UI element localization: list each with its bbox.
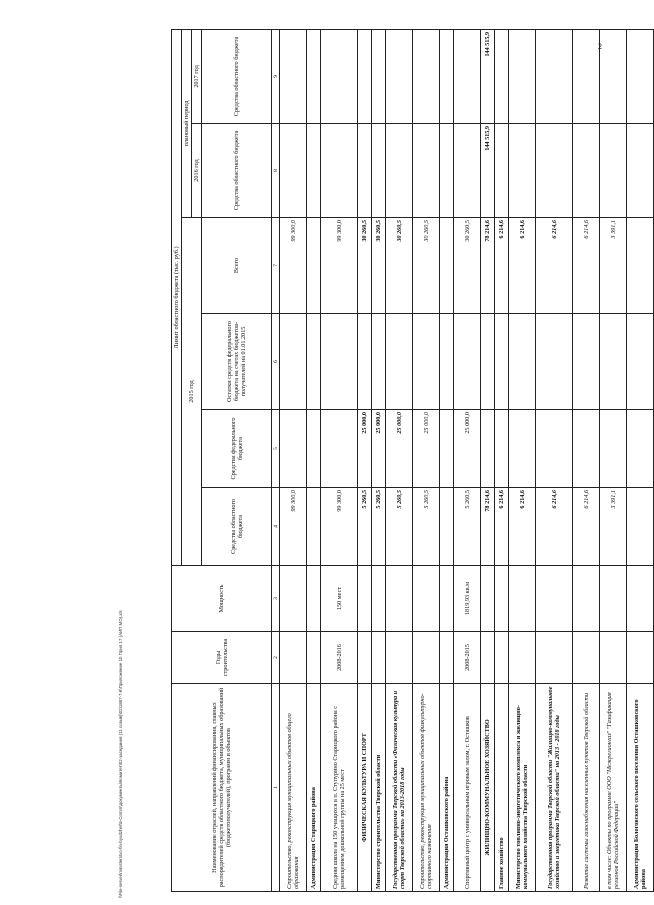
row-federal-cell: 25 000,0: [413, 410, 440, 488]
table-row: [413, 29, 440, 891]
row-total-cell: 30 260,5: [372, 218, 386, 314]
row-name-cell: Администрация Бологовского сельского поселения Осташковского района: [627, 684, 654, 892]
row-name-cell: Спортивный центр с универсальным игровым залом, г. Осташков: [454, 684, 481, 892]
header-total: Всего: [202, 218, 272, 314]
row-capacity-cell: [280, 566, 307, 632]
header-planning-period: плановый период: [182, 29, 192, 217]
row-name-cell: Администрация Старицкого района: [307, 684, 321, 892]
row-regional-cell: 6 214,6: [536, 488, 573, 566]
row-remains-cell: [280, 314, 307, 410]
row-2017-cell: [358, 29, 372, 123]
file-path-footer: \\File-server\ministerstvo-fin-byudzhet\5-Comm\документы\Комитет\02-заседания (11 созыв)\02\1887-7-8\Приложение 10 Прил 17 (АИП МО).xls: [118, 610, 123, 898]
row-total-cell: 6 214,6: [536, 218, 573, 314]
row-2016-cell: [372, 124, 386, 218]
row-federal-cell: [495, 410, 509, 488]
row-federal-cell: [280, 410, 307, 488]
row-remains-cell: [372, 314, 386, 410]
row-remains-cell: [600, 314, 627, 410]
row-regional-cell: [307, 488, 321, 566]
row-federal-cell: [307, 410, 321, 488]
row-regional-cell: 78 214,6: [481, 488, 495, 566]
row-total-cell: [440, 218, 454, 314]
row-name-cell: Государственная программа Тверской области «Физическая культура и спорт Тверской области» на 2013-2018 годы: [386, 684, 413, 892]
row-name-cell: ЖИЛИЩНО-КОММУНАЛЬНОЕ ХОЗЯЙСТВО: [481, 684, 495, 892]
row-regional-cell: 99 300,0: [321, 488, 358, 566]
row-2016-cell: [440, 124, 454, 218]
row-total-cell: 78 214,6: [481, 218, 495, 314]
row-federal-cell: [627, 410, 654, 488]
table-row: [495, 29, 509, 891]
row-total-cell: [307, 218, 321, 314]
row-remains-cell: [321, 314, 358, 410]
row-regional-cell: 3 391,1: [600, 488, 627, 566]
row-regional-cell: 6 214,6: [509, 488, 536, 566]
row-capacity-cell: [509, 566, 536, 632]
row-2016-cell: [454, 124, 481, 218]
row-federal-cell: 25 000,0: [386, 410, 413, 488]
row-years-cell: [280, 632, 307, 684]
table-row: [536, 29, 573, 891]
row-years-cell: [573, 632, 600, 684]
index-cell: 4: [272, 488, 280, 566]
row-name-cell: Строительство, реконструкция муниципальных объектов общего образования: [280, 684, 307, 892]
row-2017-cell: [413, 29, 440, 123]
row-remains-cell: [386, 314, 413, 410]
row-years-cell: [413, 632, 440, 684]
row-regional-cell: [440, 488, 454, 566]
row-2016-cell: [280, 124, 307, 218]
table-row: [454, 29, 481, 891]
row-2016-cell: [386, 124, 413, 218]
row-years-cell: [386, 632, 413, 684]
row-name-cell: ФИЗИЧЕСКАЯ КУЛЬТУРА И СПОРТ: [358, 684, 372, 892]
row-years-cell: [372, 632, 386, 684]
column-index-row: [272, 29, 280, 891]
header-regional: Средства областного бюджета: [202, 488, 272, 566]
row-federal-cell: [509, 410, 536, 488]
row-total-cell: 6 214,6: [509, 218, 536, 314]
row-remains-cell: [536, 314, 573, 410]
row-regional-cell: 5 260,5: [372, 488, 386, 566]
header-years: Годы строительства: [172, 632, 272, 684]
index-cell: 8: [272, 124, 280, 218]
header-capacity: Мощность: [172, 566, 272, 632]
row-years-cell: [307, 632, 321, 684]
row-name-cell: Государственная программа Тверской области "Жилищно-коммунальное хозяйство и энергетика Тверской области" на 2013 - 2018 годы: [536, 684, 573, 892]
row-name-cell: в том числе: Объекты по программе ООО "Межрегионгаз" "Газификация регионов Российской Федерации": [600, 684, 627, 892]
row-2017-cell: [321, 29, 358, 123]
row-2016-cell: 144 515,9: [481, 124, 495, 218]
row-federal-cell: [440, 410, 454, 488]
row-federal-cell: [600, 410, 627, 488]
header-limit: Лимит областного бюджета (тыс. руб.): [172, 29, 182, 565]
row-2017-cell: [536, 29, 573, 123]
row-total-cell: 3 391,1: [600, 218, 627, 314]
index-cell: 9: [272, 29, 280, 123]
row-years-cell: [627, 632, 654, 684]
row-name-cell: Министерство строительства Тверской области: [372, 684, 386, 892]
row-remains-cell: [358, 314, 372, 410]
row-2017-cell: [280, 29, 307, 123]
header-remains: Остатки средств федерального бюджета на счетах бюджетов-получателей на 01.01.2015: [202, 314, 272, 410]
row-total-cell: 99 300,0: [280, 218, 307, 314]
index-cell: 1: [272, 684, 280, 892]
row-name-cell: Главное хозяйство: [495, 684, 509, 892]
row-years-cell: 2008-2015: [454, 632, 481, 684]
header-federal: Средства федерального бюджета: [202, 410, 272, 488]
row-2017-cell: [440, 29, 454, 123]
row-regional-cell: 6 214,6: [573, 488, 600, 566]
table-row: [481, 29, 495, 891]
row-2017-cell: [509, 29, 536, 123]
row-years-cell: [358, 632, 372, 684]
row-capacity-cell: [573, 566, 600, 632]
row-regional-cell: 5 260,5: [358, 488, 372, 566]
table-row: [627, 29, 654, 891]
row-2016-cell: [495, 124, 509, 218]
row-years-cell: [536, 632, 573, 684]
header-year-2017: 2017 год: [192, 29, 202, 123]
row-2017-cell: [600, 29, 627, 123]
row-capacity-cell: [600, 566, 627, 632]
row-remains-cell: [495, 314, 509, 410]
row-2016-cell: [307, 124, 321, 218]
table-row: [600, 29, 627, 891]
table-row: [440, 29, 454, 891]
row-total-cell: 30 260,5: [386, 218, 413, 314]
row-2017-cell: 144 515,9: [481, 29, 495, 123]
row-2016-cell: [509, 124, 536, 218]
row-total-cell: 30 260,5: [413, 218, 440, 314]
row-2016-cell: [536, 124, 573, 218]
row-federal-cell: 25 000,0: [454, 410, 481, 488]
row-federal-cell: [321, 410, 358, 488]
row-2016-cell: [573, 124, 600, 218]
index-cell: 6: [272, 314, 280, 410]
row-capacity-cell: [307, 566, 321, 632]
table-row: [321, 29, 358, 891]
index-cell: 5: [272, 410, 280, 488]
row-years-cell: [509, 632, 536, 684]
row-years-cell: [440, 632, 454, 684]
row-capacity-cell: 1819,93 кв.м: [454, 566, 481, 632]
row-name-cell: Строительство, реконструкция муниципальных объектов физкультурно-спортивного назначения: [413, 684, 440, 892]
row-name-cell: Развитие системы газоснабжения населенных пунктов Тверской области: [573, 684, 600, 892]
row-total-cell: [627, 218, 654, 314]
page-number: 2: [598, 42, 602, 51]
row-2016-cell: [321, 124, 358, 218]
row-remains-cell: [440, 314, 454, 410]
row-2017-cell: [386, 29, 413, 123]
row-remains-cell: [307, 314, 321, 410]
row-total-cell: 6 214,6: [573, 218, 600, 314]
row-total-cell: 30 260,5: [454, 218, 481, 314]
header-regional-2017: Средства областного бюджета: [202, 29, 272, 123]
row-federal-cell: 25 000,0: [358, 410, 372, 488]
row-capacity-cell: [440, 566, 454, 632]
row-remains-cell: [413, 314, 440, 410]
row-capacity-cell: 150 мест: [321, 566, 358, 632]
row-regional-cell: [627, 488, 654, 566]
row-2016-cell: [627, 124, 654, 218]
row-2017-cell: [495, 29, 509, 123]
header-regional-2016: Средства областного бюджета: [202, 124, 272, 218]
row-total-cell: 6 214,6: [495, 218, 509, 314]
row-capacity-cell: [536, 566, 573, 632]
row-capacity-cell: [358, 566, 372, 632]
row-2017-cell: [573, 29, 600, 123]
row-2017-cell: [454, 29, 481, 123]
row-remains-cell: [481, 314, 495, 410]
row-remains-cell: [454, 314, 481, 410]
row-capacity-cell: [481, 566, 495, 632]
table-row: [372, 29, 386, 891]
row-years-cell: [495, 632, 509, 684]
row-capacity-cell: [627, 566, 654, 632]
header-year-2015: 2015 год: [182, 218, 202, 566]
header-year-2016: 2016 год: [192, 124, 202, 218]
table-body: [272, 29, 654, 891]
row-2017-cell: [372, 29, 386, 123]
header-name: Наименование отраслей, направлений финансирования, главных распорядителей средств областного бюджета, муниципальных образований (бюджетополучателей), программ и объектов: [172, 684, 272, 892]
index-cell: 7: [272, 218, 280, 314]
row-years-cell: 2008-2016: [321, 632, 358, 684]
row-total-cell: 99 300,0: [321, 218, 358, 314]
row-total-cell: 30 260,5: [358, 218, 372, 314]
row-2017-cell: [307, 29, 321, 123]
row-2016-cell: [358, 124, 372, 218]
row-2016-cell: [413, 124, 440, 218]
index-cell: 2: [272, 632, 280, 684]
table-row: [280, 29, 307, 891]
row-capacity-cell: [372, 566, 386, 632]
table-row: [358, 29, 372, 891]
row-name-cell: Администрация Осташковского района: [440, 684, 454, 892]
row-2016-cell: [600, 124, 627, 218]
row-regional-cell: 5 260,5: [413, 488, 440, 566]
row-capacity-cell: [495, 566, 509, 632]
table-row: [307, 29, 321, 891]
row-2017-cell: [627, 29, 654, 123]
row-remains-cell: [509, 314, 536, 410]
table-row: [509, 29, 536, 891]
row-federal-cell: [481, 410, 495, 488]
row-regional-cell: 5 260,5: [454, 488, 481, 566]
row-years-cell: [481, 632, 495, 684]
index-cell: 3: [272, 566, 280, 632]
row-remains-cell: [627, 314, 654, 410]
row-federal-cell: [573, 410, 600, 488]
row-regional-cell: 5 260,5: [386, 488, 413, 566]
budget-table-sheet: [171, 30, 648, 892]
row-capacity-cell: [386, 566, 413, 632]
row-name-cell: Средняя школа на 150 учащихся в п. Ступурино Старицкого района с размещением дошкольной группы на 25 мест: [321, 684, 358, 892]
row-capacity-cell: [413, 566, 440, 632]
table-row: [573, 29, 600, 891]
row-regional-cell: 99 300,0: [280, 488, 307, 566]
row-name-cell: Министерство топливно-энергетического комплекса и жилищно-коммунального хозяйства Тверской области: [509, 684, 536, 892]
row-federal-cell: 25 000,0: [372, 410, 386, 488]
row-years-cell: [600, 632, 627, 684]
row-remains-cell: [573, 314, 600, 410]
budget-table: [171, 29, 654, 892]
row-federal-cell: [536, 410, 573, 488]
table-row: [386, 29, 413, 891]
row-regional-cell: 6 214,6: [495, 488, 509, 566]
